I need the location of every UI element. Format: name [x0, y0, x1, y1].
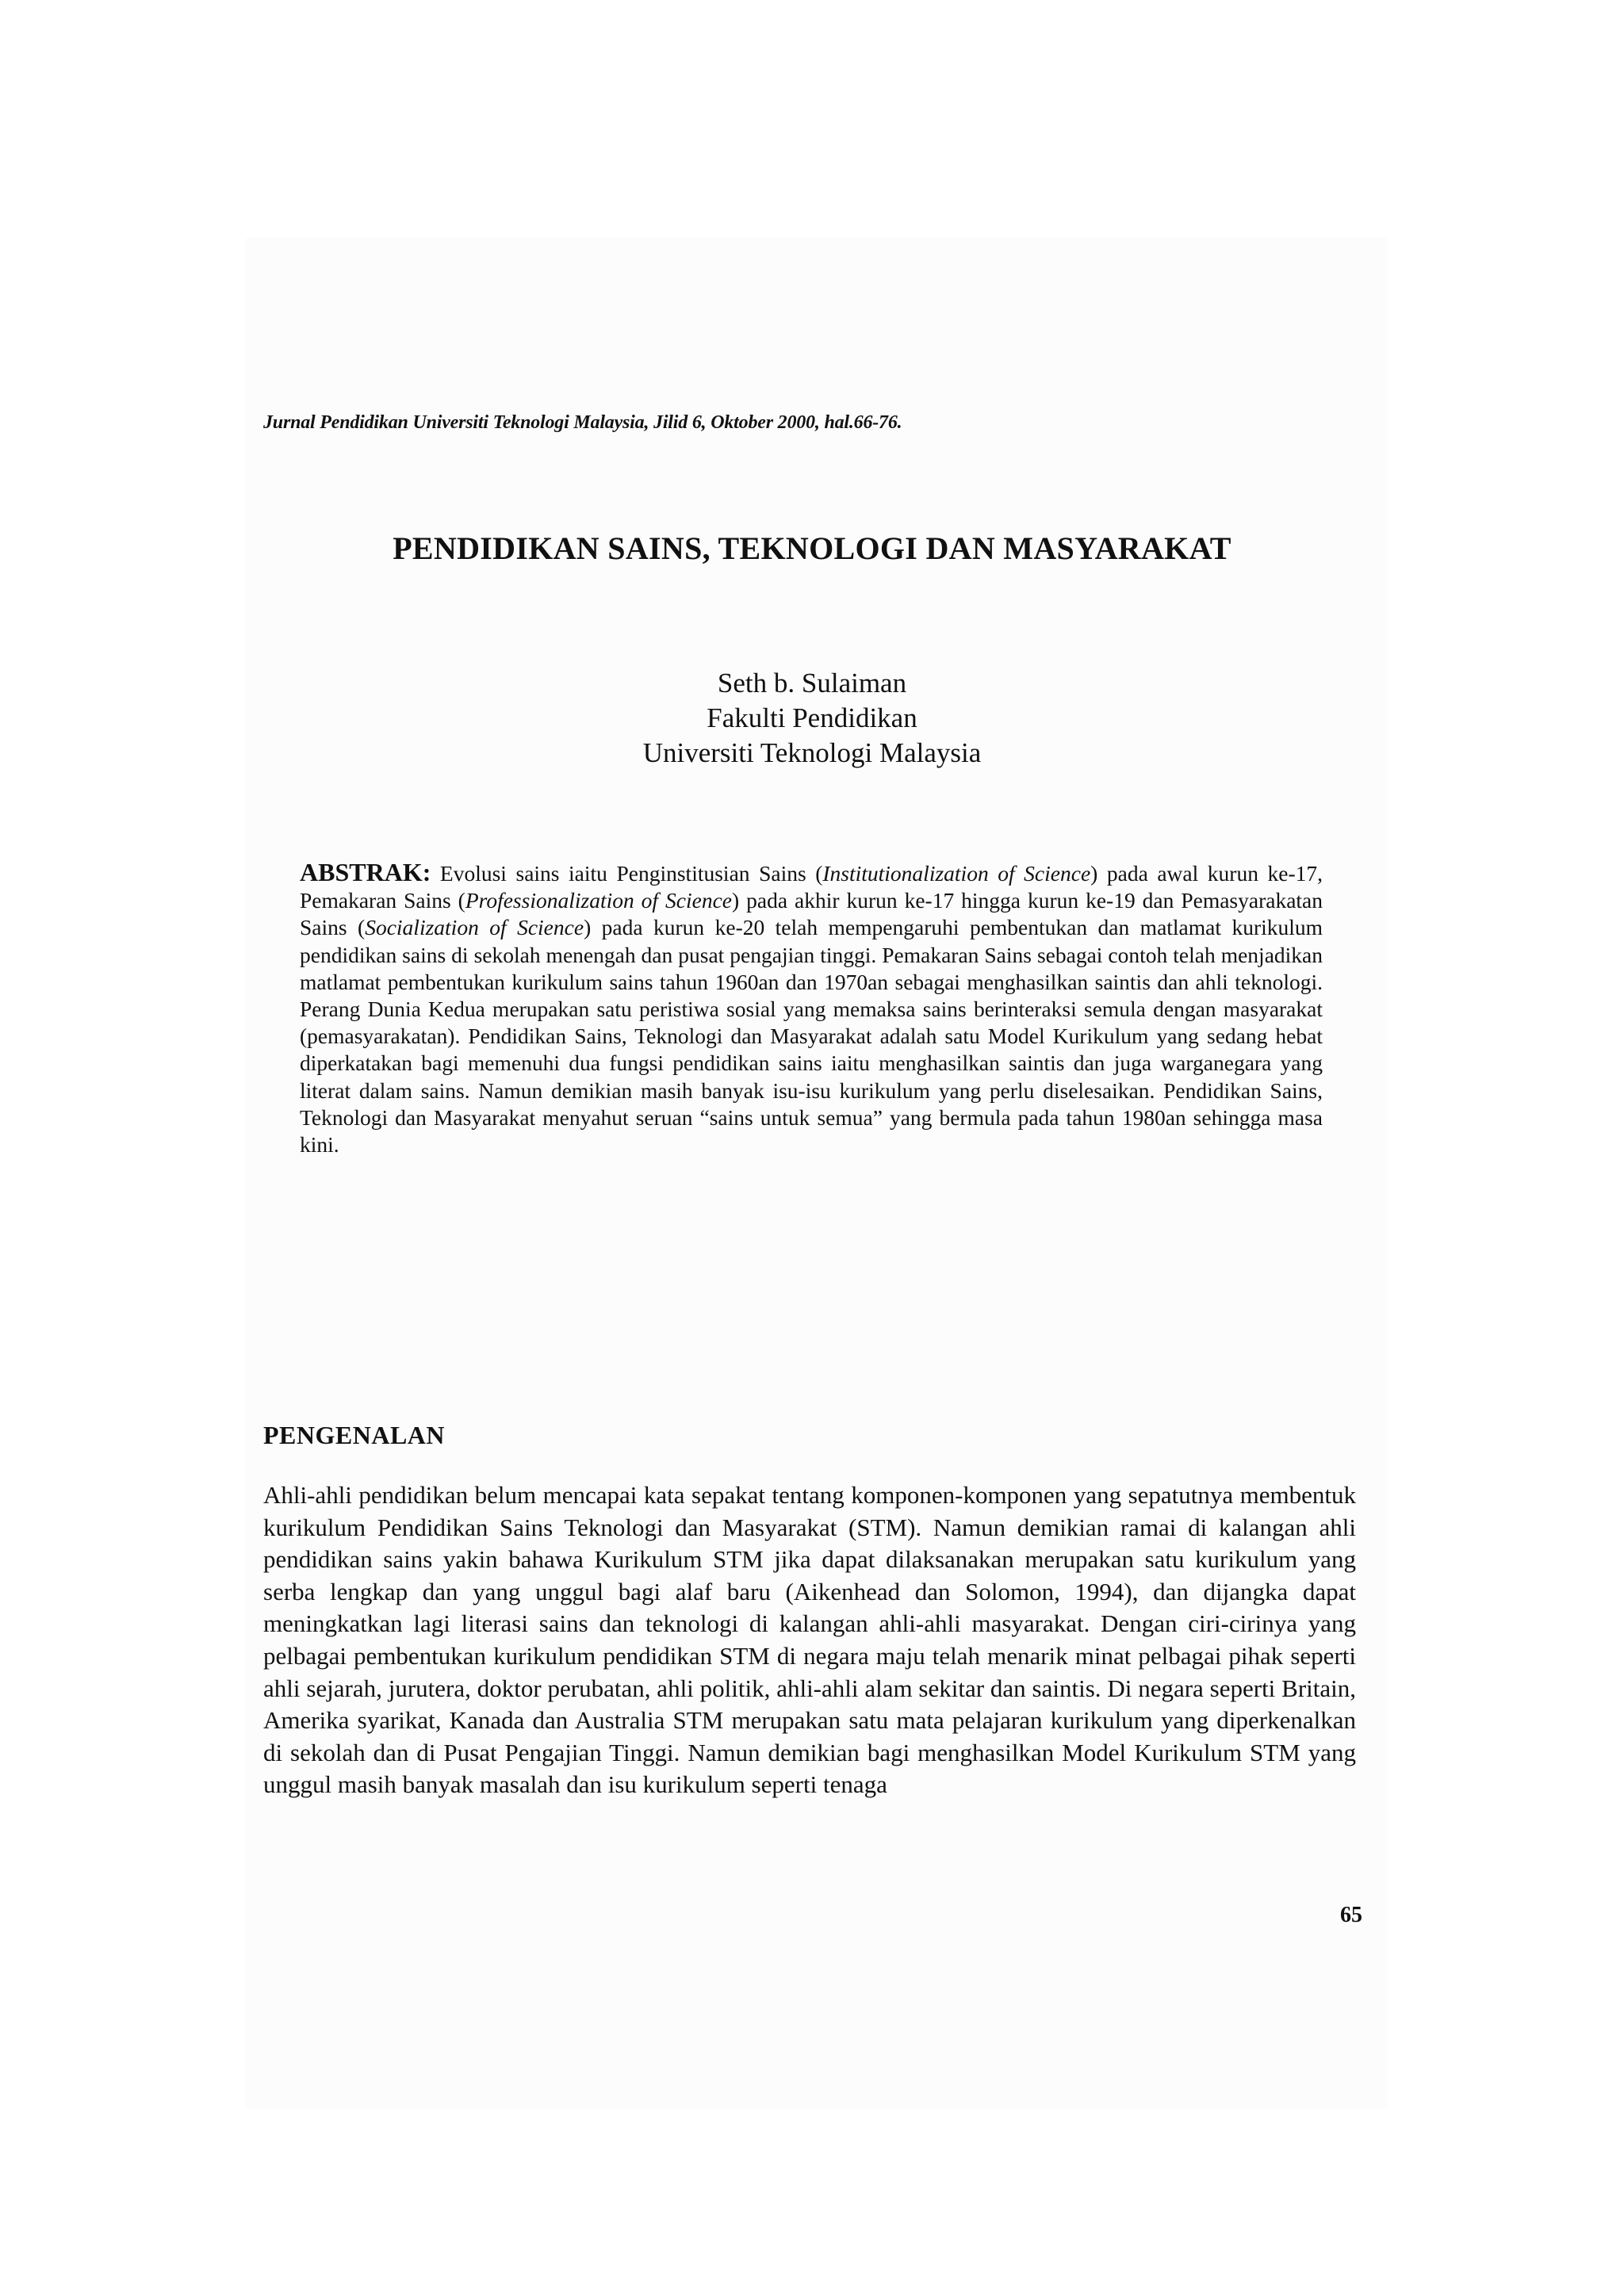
author-name: Seth b. Sulaiman [717, 668, 907, 698]
journal-citation: Jurnal Pendidikan Universiti Teknologi Malaysia, Jilid 6, Oktober 2000, hal.66-76. [263, 412, 902, 433]
author-block [0, 666, 1624, 771]
abstract-label: ABSTRAK: [300, 858, 431, 886]
author-university: Universiti Teknologi Malaysia [642, 737, 982, 768]
paper-title: PENDIDIKAN SAINS, TEKNOLOGI DAN MASYARAKAT [393, 530, 1231, 566]
author-faculty: Fakulti Pendidikan [707, 702, 917, 733]
abstract-segment: Evolusi sains iaitu Penginstitusian Sains ( [431, 861, 823, 886]
abstract-segment: ) pada kurun ke-20 telah mempengaruhi pembentukan dan matlamat kurikulum pendidikan sains di sekolah menengah dan pusat pengajian tinggi. Pemakaran Sains sebagai contoh telah menjadikan matlamat pembentukan kurikulum sains tahun 1960an dan 1970an sebagai menghasilkan saintis dan ahli teknologi. Perang Dunia Kedua merupakan satu peristiwa sosial yang memaksa sains berinteraksi semula dengan masyarakat (pemasyarakatan). Pendidikan Sains, Teknologi dan Masyarakat adalah satu Model Kurikulum yang sedang hebat diperkatakan bagi memenuhi dua fungsi pendidikan sains iaitu menghasilkan saintis dan juga warganegara yang literat dalam sains. Namun demikian masih banyak isu-isu kurikulum yang perlu diselesaikan. Pendidikan Sains, Teknologi dan Masyarakat menyahut seruan “sains untuk semua” yang bermula pada tahun 1980an sehingga masa kini. [300, 915, 1323, 1158]
abstract-segment-italic: Professionalization of Science [465, 888, 733, 913]
abstract-segment: ) pada akhir kurun ke-17 hingga kurun ke-19 dan Pemasyarakatan Sains ( [300, 888, 1323, 940]
page-number: 65 [1340, 1903, 1362, 1927]
section-paragraph: Ahli-ahli pendidikan belum mencapai kata sepakat tentang komponen-komponen yang sepatutnya membentuk kurikulum Pendidikan Sains Teknologi dan Masyarakat (STM). Namun demikian ramai di kalangan ahli pendidikan sains yakin bahawa Kurikulum STM jika dapat dilaksanakan merupakan satu kurikulum yang serba lengkap dan yang unggul bagi alaf baru (Aikenhead dan Solomon, 1994), dan dijangka dapat meningkatkan lagi literasi sains dan teknologi di kalangan ahli-ahli masyarakat. Dengan ciri-cirinya yang pelbagai pembentukan kurikulum pendidikan STM di negara maju telah menarik minat pelbagai pihak seperti ahli sejarah, jurutera, doktor perubatan, ahli politik, ahli-ahli alam sekitar dan saintis. Di negara seperti Britain, Amerika syarikat, Kanada dan Australia STM merupakan satu mata pelajaran kurikulum yang diperkenalkan di sekolah dan di Pusat Pengajian Tinggi. Namun demikian bagi menghasilkan Model Kurikulum STM yang unggul masih banyak masalah dan isu kurikulum seperti tenaga [263, 1481, 1356, 1799]
scanned-page-area [246, 238, 1388, 2109]
section-heading: PENGENALAN [263, 1421, 446, 1449]
abstract-segment-italic: Socialization of Science [365, 915, 584, 940]
abstract [300, 859, 1323, 1158]
abstract-segment-italic: Institutionalization of Science [822, 861, 1091, 886]
abstract-segment: ) pada awal kurun ke-17, Pemakaran Sains ( [300, 861, 1323, 913]
